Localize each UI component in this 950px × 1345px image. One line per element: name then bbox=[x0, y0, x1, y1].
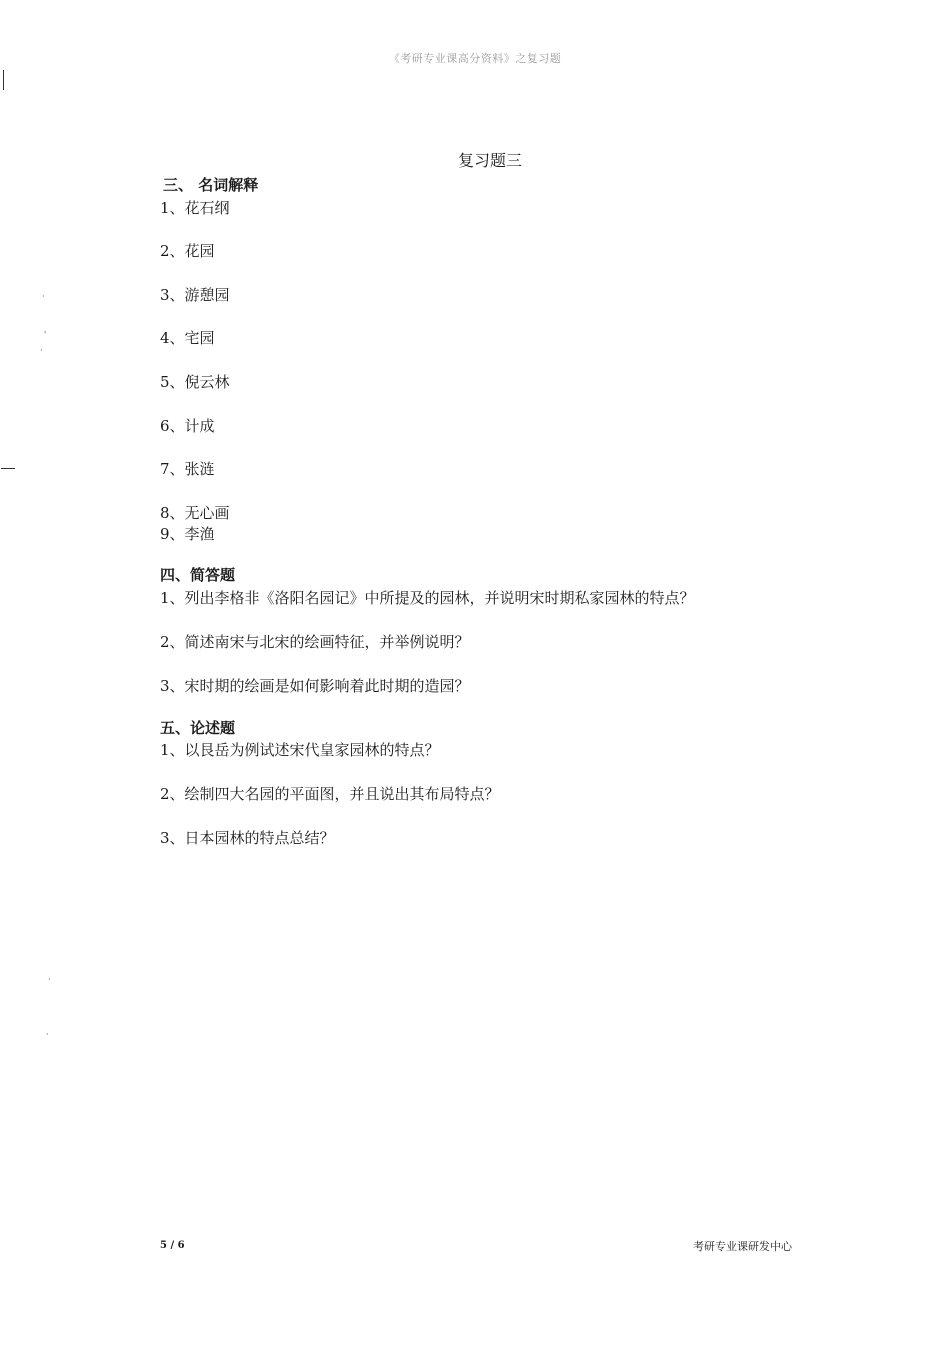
list-item: 2、花园 bbox=[160, 242, 215, 260]
section-heading: 三、 名词解释 bbox=[163, 176, 259, 194]
list-item: 5、倪云林 bbox=[160, 373, 230, 391]
scan-mark bbox=[3, 70, 4, 90]
page-title: 复习题三 bbox=[458, 151, 523, 170]
section-heading: 五、论述题 bbox=[160, 719, 236, 737]
list-item: 6、计成 bbox=[160, 417, 215, 435]
list-item: 2、简述南宋与北宋的绘画特征，并举例说明？ bbox=[160, 633, 470, 651]
scan-speck: · bbox=[42, 292, 45, 301]
list-item: 7、张涟 bbox=[160, 460, 215, 478]
list-item: 3、日本园林的特点总结？ bbox=[160, 829, 335, 847]
list-item: 2、绘制四大名园的平面图，并且说出其布局特点？ bbox=[160, 785, 500, 803]
scan-speck: · bbox=[46, 1030, 49, 1039]
list-item: 1、列出李格非《洛阳名园记》中所提及的园林，并说明宋时期私家园林的特点？ bbox=[160, 589, 695, 607]
scan-mark bbox=[1, 468, 15, 469]
list-item: 3、宋时期的绘画是如何影响着此时期的造园？ bbox=[160, 677, 470, 695]
list-item: 3、游憩园 bbox=[160, 286, 230, 304]
list-item: 1、花石纲 bbox=[160, 199, 230, 217]
list-item: 9、李渔 bbox=[160, 525, 215, 543]
list-item: 1、以艮岳为例试述宋代皇家园林的特点？ bbox=[160, 741, 440, 759]
page-number: 5 / 6 bbox=[160, 1240, 185, 1251]
scan-speck: ' bbox=[44, 330, 47, 339]
footer-org: 考研专业课研发中心 bbox=[693, 1240, 792, 1253]
list-item: 8、无心画 bbox=[160, 504, 230, 522]
section-heading: 四、简答题 bbox=[160, 566, 236, 584]
list-item: 4、宅园 bbox=[160, 329, 215, 347]
page-header: 《考研专业课高分资料》之复习题 bbox=[388, 52, 562, 65]
scan-speck: · bbox=[40, 346, 43, 355]
scan-speck: · bbox=[48, 975, 51, 984]
